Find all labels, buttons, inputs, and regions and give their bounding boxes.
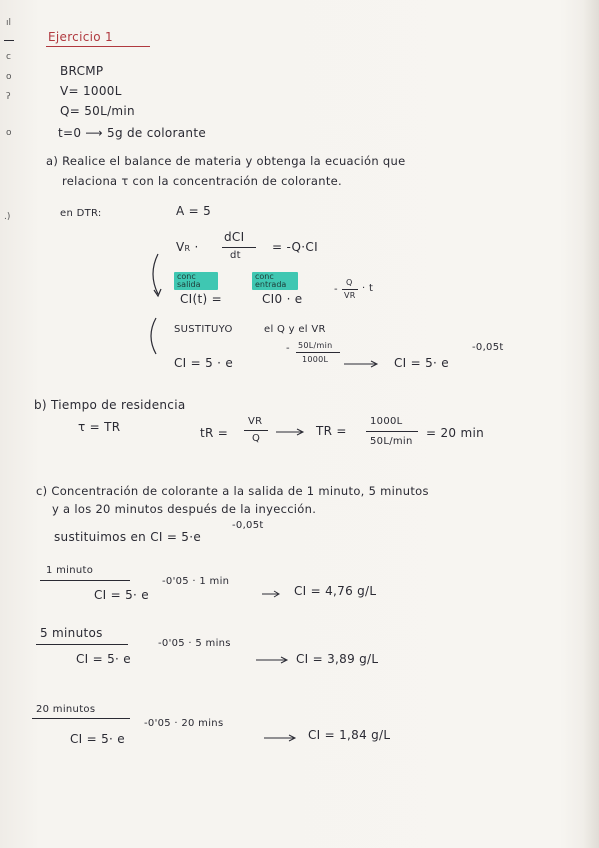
exp-t: · t <box>362 283 374 294</box>
tr-lhs: tR = <box>200 426 229 440</box>
margin-mark: .) <box>4 212 11 222</box>
margin-mark: ʔ <box>6 92 11 102</box>
dtr-label: en DTR: <box>60 208 102 219</box>
eq-20-minutos: CI = 5· e <box>70 732 125 746</box>
title-underline <box>46 46 150 47</box>
result-20-minutos: CI = 1,84 g/L <box>308 728 391 742</box>
fraction-bar <box>366 431 418 432</box>
given-volume: V= 1000L <box>60 84 122 98</box>
label-underline <box>32 718 130 719</box>
tr-frac-numerator: 1000L <box>370 416 403 427</box>
page-edge-shadow <box>583 0 599 848</box>
fraction-bar <box>244 430 268 431</box>
exp-q: Q <box>346 278 353 287</box>
q-vr-note: el Q y el VR <box>264 324 326 335</box>
sustituyo-label: SUSTITUYO <box>174 324 233 335</box>
curved-arrow-icon <box>148 252 168 300</box>
vr-symbol: VR · <box>176 240 199 254</box>
tr-mid: TR = <box>316 424 347 438</box>
arrow-right-icon <box>264 734 300 742</box>
tr-frac-denominator: 50L/min <box>370 436 413 447</box>
eq-1-minuto: CI = 5· e <box>94 588 149 602</box>
dci-numerator: dCI <box>224 230 245 244</box>
given-initial: t=0 ⟶ 5g de colorante <box>58 126 207 140</box>
exp-minus-2: - <box>286 343 290 354</box>
fraction-bar <box>222 247 256 248</box>
exp-denominator: 1000L <box>302 355 329 364</box>
part-c-question-1: c) Concentración de colorante a la salida de 1 minuto, 5 minutos <box>36 484 429 498</box>
dt-denominator: dt <box>230 250 241 261</box>
exp-vr: VR <box>344 291 356 300</box>
arrow-right-icon <box>276 428 306 436</box>
ci-substituted: CI = 5 · e <box>174 356 234 370</box>
label-5-minutos: 5 minutos <box>40 626 103 640</box>
label-20-minutos: 20 minutos <box>36 704 96 715</box>
result-1-minuto: CI = 4,76 g/L <box>294 584 377 598</box>
label-1-minuto: 1 minuto <box>46 565 94 576</box>
balance-rhs: = -Q·CI <box>272 240 318 254</box>
tr-result: = 20 min <box>426 426 484 440</box>
highlight-conc-entrada: conc entrada <box>252 272 298 290</box>
label-underline <box>36 644 128 645</box>
arrow-right-icon <box>256 656 292 664</box>
given-flow: Q= 50L/min <box>60 104 135 118</box>
part-b-title: b) Tiempo de residencia <box>34 398 186 412</box>
ci-t-lhs: CI(t) = <box>180 292 222 306</box>
margin-mark: o <box>6 128 12 138</box>
exp-1-minuto: -0'05 · 1 min <box>162 576 230 587</box>
exp-fraction-bar <box>342 289 358 290</box>
sustituimos-line: sustituimos en CI = 5·e <box>54 530 202 544</box>
part-a-result-exp: -0,05t <box>472 342 504 353</box>
margin-mark: c <box>6 52 11 62</box>
arrow-right-icon <box>344 360 380 368</box>
part-c-question-2: y a los 20 minutos después de la inyección. <box>52 502 317 516</box>
exp-5-minutos: -0'05 · 5 mins <box>158 638 231 649</box>
tau-equation: τ = TR <box>78 420 121 434</box>
label-underline <box>40 580 130 581</box>
given-reactor: BRCMP <box>60 64 104 78</box>
exp-fraction-bar-2 <box>296 352 340 353</box>
arrow-right-icon <box>262 590 282 598</box>
result-5-minutos: CI = 3,89 g/L <box>296 652 379 666</box>
margin-mark: o <box>6 72 12 82</box>
q-denominator: Q <box>252 433 261 444</box>
margin-mark: ıl <box>6 18 12 28</box>
exp-20-minutos: -0'05 · 20 mins <box>144 718 224 729</box>
a-equation: A = 5 <box>176 204 212 218</box>
highlight-conc-salida: conc salida <box>174 272 218 290</box>
eq-5-minutos: CI = 5· e <box>76 652 131 666</box>
ci0-term: CI0 · e <box>262 292 303 306</box>
part-a-question-1: a) Realice el balance de materia y obtenga la ecuación que <box>46 154 406 168</box>
margin-dash <box>4 40 14 41</box>
bracket-icon <box>146 316 160 356</box>
part-a-question-2: relaciona τ con la concentración de colorante. <box>62 174 342 188</box>
vr-numerator: VR <box>248 416 263 427</box>
sustituimos-exp: -0,05t <box>232 520 264 531</box>
exercise-title: Ejercicio 1 <box>48 30 113 44</box>
exp-minus: - <box>334 284 338 295</box>
exp-numerator: 50L/min <box>298 341 333 350</box>
part-a-result: CI = 5· e <box>394 356 449 370</box>
